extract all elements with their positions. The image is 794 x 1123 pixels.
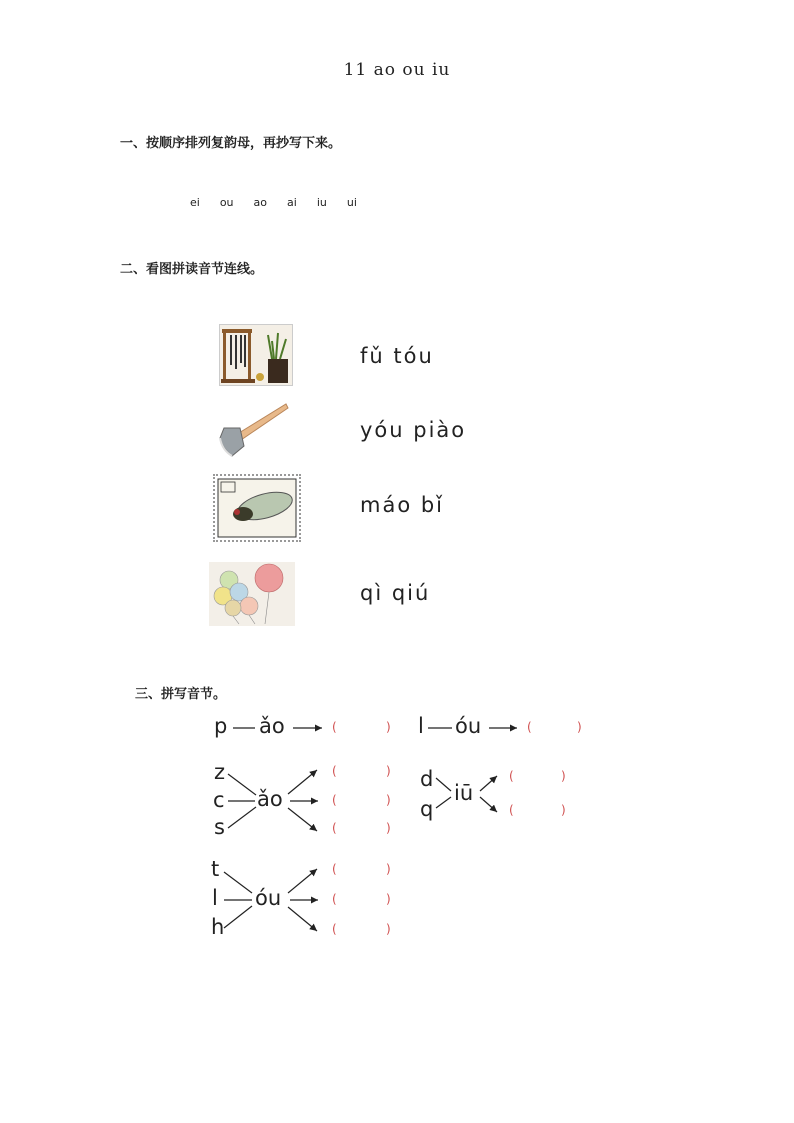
answer-blank-close: ) <box>386 821 391 835</box>
section2-heading: 二、看图拼读音节连线。 <box>120 262 264 277</box>
initial-letter: l <box>212 886 218 910</box>
answer-blank-open: ( <box>332 764 337 778</box>
vowel-item: iu <box>316 196 327 209</box>
vowel-item: ao <box>253 196 268 209</box>
answer-blank-open: ( <box>332 821 337 835</box>
final-syllable: ǎo <box>259 714 285 738</box>
initial-letter: z <box>214 760 226 784</box>
pinyin-option: qì qiú <box>360 581 431 605</box>
page-title: 11 ao ou iu <box>343 60 451 80</box>
section1-heading: 一、按顺序排列复韵母，再抄写下来。 <box>120 136 342 151</box>
answer-blank-close: ) <box>386 720 391 734</box>
vowel-item: ou <box>219 196 234 209</box>
vowel-item: ei <box>190 196 200 209</box>
answer-blank-open: ( <box>332 862 337 876</box>
pinyin-option: máo bǐ <box>360 493 445 517</box>
answer-blank-open: ( <box>509 803 514 817</box>
final-syllable: óu <box>455 714 482 738</box>
section3-heading: 三、拼写音节。 <box>135 687 227 702</box>
initial-letter: t <box>211 857 220 881</box>
answer-blank-close: ) <box>561 769 566 783</box>
initial-letter: d <box>420 767 434 791</box>
initial-letter: s <box>214 815 225 839</box>
initial-letter: c <box>213 788 225 812</box>
answer-blank-open: ( <box>509 769 514 783</box>
answer-blank-close: ) <box>386 764 391 778</box>
final-syllable: óu <box>255 886 282 910</box>
answer-blank-open: ( <box>332 793 337 807</box>
answer-blank-close: ) <box>386 793 391 807</box>
answer-blank-open: ( <box>332 892 337 906</box>
initial-letter: l <box>418 714 424 738</box>
pinyin-option: yóu piào <box>360 418 467 442</box>
answer-blank-open: ( <box>527 720 532 734</box>
final-syllable: iū <box>454 781 474 805</box>
vowel-item: ui <box>346 196 357 209</box>
final-syllable: ǎo <box>257 787 283 811</box>
answer-blank-close: ) <box>561 803 566 817</box>
answer-blank-close: ) <box>386 862 391 876</box>
answer-blank-close: ) <box>577 720 582 734</box>
answer-blank-open: ( <box>332 720 337 734</box>
answer-blank-open: ( <box>332 922 337 936</box>
pinyin-option: fǔ tóu <box>360 344 434 368</box>
answer-blank-close: ) <box>386 922 391 936</box>
initial-letter: q <box>420 797 434 821</box>
vowel-item: ai <box>287 196 297 209</box>
initial-letter: p <box>214 714 228 738</box>
initial-letter: h <box>211 915 225 939</box>
answer-blank-close: ) <box>386 892 391 906</box>
